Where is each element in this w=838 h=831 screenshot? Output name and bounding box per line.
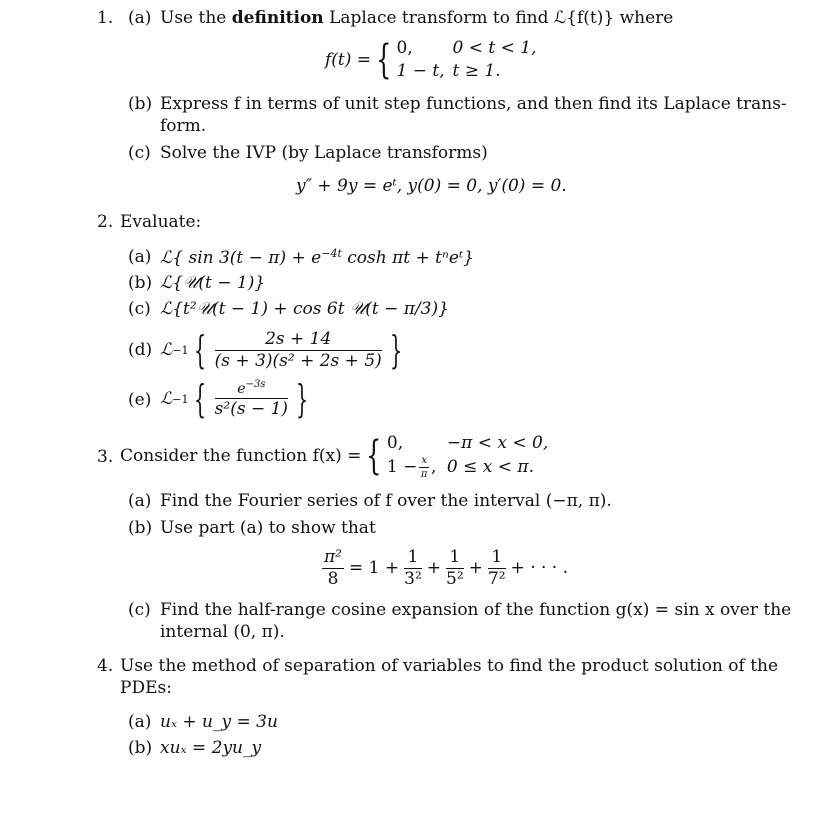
p1b-label: (b) bbox=[128, 94, 153, 114]
p2d-expression: ℒ −1 { $\frac{2s + 14}{\text{(s + 3)(s² + 2s + 5)}}$ } bbox=[160, 327, 402, 372]
p3a-text: Find the Fourier series of f over the interval (−π, π). bbox=[160, 491, 612, 511]
p2d-left-brace: { bbox=[194, 327, 207, 372]
p2e-right-brace: } bbox=[296, 376, 309, 421]
p1-left-brace: { bbox=[376, 37, 392, 83]
p2a-label: (a) bbox=[128, 247, 152, 267]
p3c-label: (c) bbox=[128, 600, 151, 620]
p3b-label: (b) bbox=[128, 518, 153, 538]
p2d-label: (d) bbox=[128, 340, 153, 360]
p3b-text: Use part (a) to show that bbox=[160, 518, 376, 538]
p1c-text: Solve the IVP (by Laplace transforms) bbox=[160, 143, 488, 163]
p1a-label: (a) bbox=[128, 8, 152, 28]
p4a-expression: uₓ + u_y = 3u bbox=[160, 712, 278, 732]
p3-series-term-2: $\frac{1}{\text{5²}}$ bbox=[446, 546, 464, 589]
p4-line2: PDEs: bbox=[120, 678, 172, 698]
p3-cases: 0, −π < x < 0, 1 − $\frac{x}{\pi}$ , 0 ≤ x < π. bbox=[386, 433, 549, 480]
p1a-text: Use the definition Laplace transform to find ℒ{f(t)} where bbox=[160, 8, 674, 28]
problem-3-number: 3. bbox=[97, 447, 114, 467]
p3-series-identity: $\frac{\text{π²}}{8}$ = 1 + $\frac{1}{\text{3²}}$ + $\frac{1}{\text{5²}}$ + $\frac{1}{\text{7²}}$ + · · · . bbox=[324, 546, 569, 589]
p1b-line2: form. bbox=[160, 116, 207, 136]
p2c-expression: ℒ{t²𝒰(t − 1) + cos 6t 𝒰(t − π/3)} bbox=[160, 299, 449, 319]
p3-left-brace: { bbox=[366, 433, 382, 479]
p2-title: Evaluate: bbox=[120, 212, 202, 232]
p2d-right-brace: } bbox=[389, 327, 402, 372]
p2e-left-brace: { bbox=[194, 376, 207, 421]
problem-4-number: 4. bbox=[97, 656, 114, 676]
p1a-bold-definition: definition bbox=[231, 8, 324, 28]
p4b-expression: xuₓ = 2yu_y bbox=[160, 738, 262, 758]
p2d-fraction: $\frac{2s + 14}{\text{(s + 3)(s² + 2s + 5)}}$ bbox=[214, 328, 382, 371]
p3c-line2: internal (0, π). bbox=[160, 622, 285, 642]
problem-1-number: 1. bbox=[97, 8, 114, 28]
p1-piecewise-definition bbox=[325, 36, 536, 84]
p2e-fraction: $\frac{e^{-3s}}{\text{s²(s − 1)}}$ bbox=[214, 378, 289, 420]
p3c-line1: Find the half-range cosine expansion of the function g(x) = sin x over the bbox=[160, 600, 792, 620]
p3-series-term-3: $\frac{1}{\text{7²}}$ bbox=[487, 546, 506, 589]
p4-line1: Use the method of separation of variables to find the product solution of the bbox=[120, 656, 779, 676]
p2b-label: (b) bbox=[128, 273, 153, 293]
p3-series-lhs: $\frac{\text{π²}}{8}$ bbox=[324, 546, 342, 589]
p3a-label: (a) bbox=[128, 491, 152, 511]
p2a-expression: ℒ{ $\sin 3(t - \pi) + e^{-4t}$ cosh πt + tⁿeᵗ} bbox=[160, 247, 474, 268]
problem-2-number: 2. bbox=[97, 212, 114, 232]
p1-fdef-lhs: f(t) = bbox=[325, 50, 372, 70]
p2e-expression: ℒ −1 { $\frac{e^{-3s}}{\text{s²(s − 1)}}$ } bbox=[160, 376, 309, 421]
p1c-label: (c) bbox=[128, 143, 151, 163]
p2b-expression: ℒ{𝒰(t − 1)} bbox=[160, 273, 266, 293]
p4a-label: (a) bbox=[128, 712, 152, 732]
p4b-label: (b) bbox=[128, 738, 153, 758]
p1-cases: 0, 0 < t < 1, 1 − t, t ≥ 1. bbox=[396, 38, 537, 81]
p3-intro: Consider the function f(x) = bbox=[120, 446, 362, 466]
p2c-label: (c) bbox=[128, 299, 151, 319]
p1b-line1: Express f in terms of unit step functions, and then find its Laplace trans- bbox=[160, 94, 787, 114]
p3-function-definition bbox=[120, 432, 548, 480]
p3-series-term-1: $\frac{1}{\text{3²}}$ bbox=[404, 546, 422, 589]
p2e-label: (e) bbox=[128, 390, 152, 410]
p1-ivp-equation: y″ + 9y = eᵗ, y(0) = 0, y′(0) = 0. bbox=[296, 176, 567, 196]
